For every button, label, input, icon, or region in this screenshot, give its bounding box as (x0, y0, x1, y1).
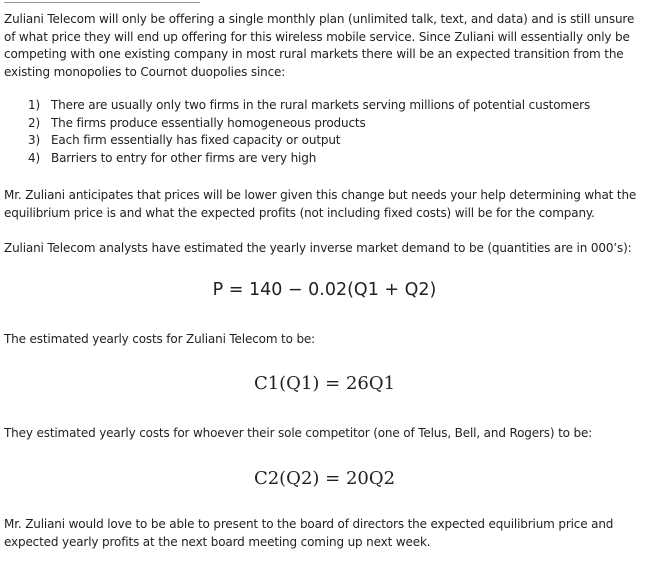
top-divider (4, 2, 200, 3)
list-text: The firms produce essentially homogeneous products (51, 115, 366, 130)
demand-intro-paragraph: Zuliani Telecom analysts have estimated the yearly inverse market demand to be (quantities are in 000’s): (4, 241, 632, 255)
list-item (28, 132, 590, 150)
intro-paragraph: Zuliani Telecom will only be offering a single monthly plan (unlimited talk, text, and data) and is still unsure of what price they will end up offering for this wireless mobile service. Since Zuliani will essentially only be competing with one existing company in most rural markets there will be an expected transition from the existing monopolies to Cournot duopolies since: (4, 12, 635, 79)
list-number: 4) (28, 150, 41, 165)
cost1-equation: C1(Q1) = 26Q1 (253, 373, 396, 394)
list-number: 1) (28, 98, 41, 112)
list-item (28, 115, 590, 133)
list-text: Barriers to entry for other firms are very high (51, 150, 317, 165)
list-number: 2) (28, 115, 41, 130)
cost2-intro-paragraph: They estimated yearly costs for whoever their sole competitor (one of Telus, Bell, and Rogers) to be: (4, 426, 593, 440)
list-text: Each firm essentially has fixed capacity or output (51, 133, 341, 147)
closing-paragraph: Mr. Zuliani would love to be able to present to the board of directors the expected equilibrium price and expected yearly profits at the next board meeting coming up next week. (4, 517, 614, 549)
demand-equation: P = 140 − 0.02(Q1 + Q2) (212, 280, 437, 300)
cost1-intro-paragraph: The estimated yearly costs for Zuliani Telecom to be: (4, 332, 316, 346)
list-item (28, 97, 590, 115)
list-text: There are usually only two firms in the rural markets serving millions of potential customers (51, 98, 591, 112)
anticipation-paragraph: Mr. Zuliani anticipates that prices will be lower given this change but needs your help determining what the equilibrium price is and what the expected profits (not including fixed costs) will be for the company. (4, 188, 637, 220)
list-item (28, 150, 590, 168)
list-number: 3) (28, 133, 41, 147)
reasons-list (28, 97, 590, 167)
cost2-equation: C2(Q2) = 20Q2 (253, 468, 396, 489)
